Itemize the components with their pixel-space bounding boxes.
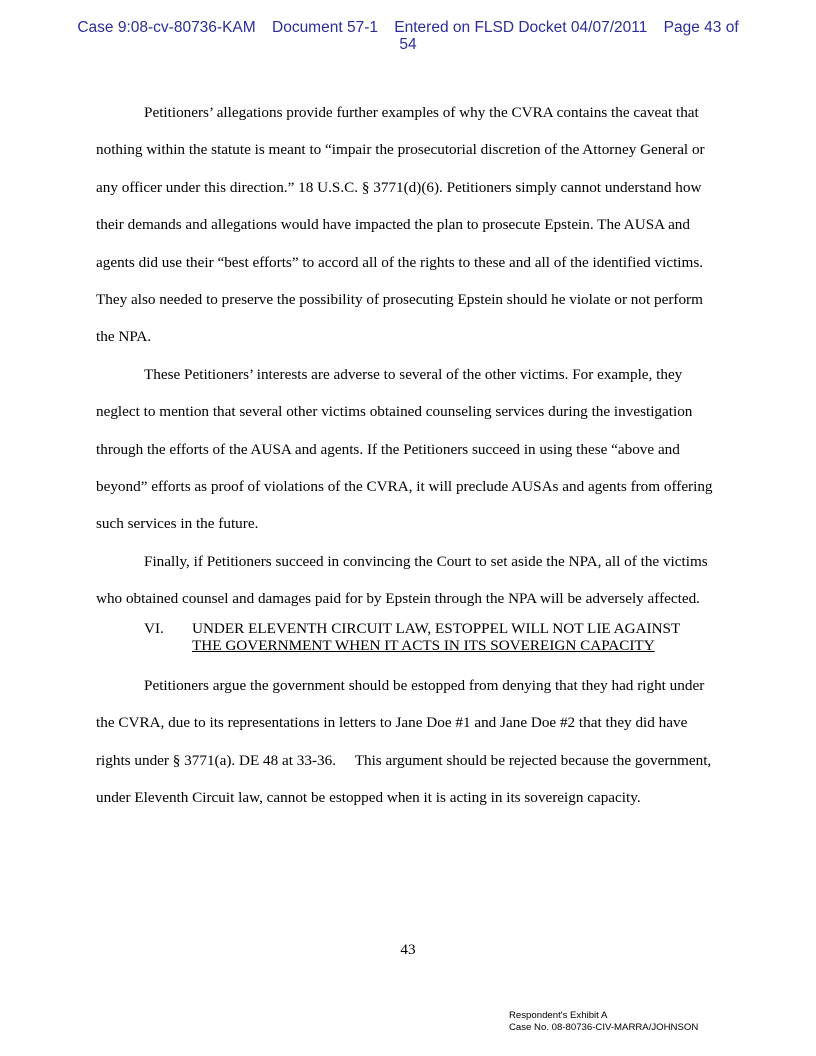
document-number: Document 57-1 — [272, 19, 378, 36]
exhibit-stamp — [509, 1010, 698, 1033]
paragraph-estoppel: Petitioners argue the government should be estopped from denying that they had right under the CVRA, due to its representations in letters to Jane Doe #1 and Jane Doe #2 that they did have rights under § 3771(a). DE 48 at 33-36. This argument should be rejected because the government, under Eleventh Circuit law, cannot be estopped when it is acting in its sovereign capacity. — [96, 676, 716, 807]
entered-date: Entered on FLSD Docket 04/07/2011 — [394, 19, 648, 36]
section-heading — [96, 620, 720, 655]
section-number: VI. — [144, 619, 164, 637]
page-total: 54 — [399, 36, 417, 53]
exhibit-case-number: Case No. 08-80736-CIV-MARRA/JOHNSON — [509, 1021, 699, 1033]
case-number: Case 9:08-cv-80736-KAM — [77, 19, 256, 36]
document-body — [96, 94, 720, 817]
docket-header-line1 — [0, 19, 816, 36]
paragraph-adverse-interests: These Petitioners’ interests are adverse to several of the other victims. For example, they neglect to mention that several other victims obtained counseling services during the investigation through the efforts of the AUSA and agents. If the Petitioners succeed in using these “above and beyond” efforts as proof of violations of the CVRA, it will preclude AUSAs and agents from offering such services in the future. — [96, 365, 713, 533]
page-number: 43 — [400, 941, 416, 958]
section-title-line1: UNDER ELEVENTH CIRCUIT LAW, ESTOPPEL WILL NOT LIE AGAINST — [192, 619, 681, 637]
section-title-line2: THE GOVERNMENT WHEN IT ACTS IN ITS SOVEREIGN CAPACITY — [192, 637, 655, 655]
docket-header — [0, 19, 816, 53]
exhibit-label: Respondent's Exhibit A — [509, 1010, 608, 1021]
paragraph-set-aside-npa: Finally, if Petitioners succeed in convincing the Court to set aside the NPA, all of the victims who obtained counsel and damages paid for by Epstein through the NPA will be adversely affected. — [96, 552, 708, 608]
page-of: Page 43 of — [663, 19, 739, 36]
paragraph-caveat: Petitioners’ allegations provide further examples of why the CVRA contains the caveat that nothing within the statute is meant to “impair the prosecutorial discretion of the Attorney General or any officer under this direction.” 18 U.S.C. § 3771(d)(6). Petitioners simply cannot understand how their demands and allegations would have impacted the plan to prosecute Epstein. The AUSA and agents did use their “best efforts” to accord all of the rights to these and all of the identified victims. They also needed to preserve the possibility of prosecuting Epstein should he violate or not perform the NPA. — [96, 104, 705, 346]
